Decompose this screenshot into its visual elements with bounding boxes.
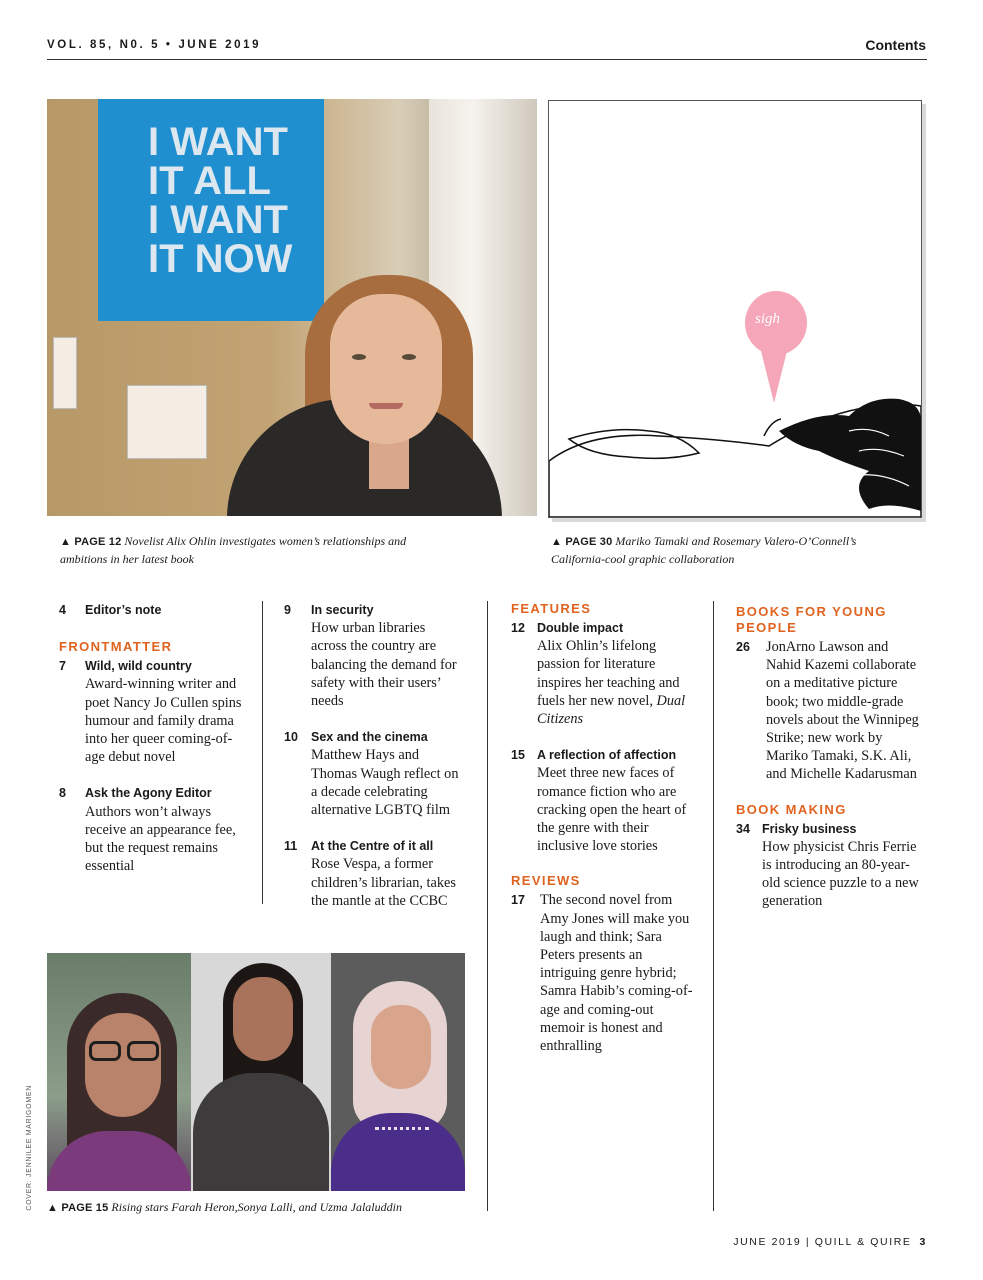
section-title: Contents xyxy=(865,37,926,53)
toc-entry[interactable]: 8 Ask the Agony Editor Authors won’t always receive an appearance fee, but the request remains essential xyxy=(59,784,245,875)
toc-entry-desc: Authors won’t always receive an appearance fee, but the request remains essential xyxy=(85,803,236,875)
toc-entry-desc: The second novel from Amy Jones will make you laugh and think; Sara Peters presents an intriguing genre hybrid; Samra Habib’s coming-of-age and coming-out memoir is honest and enthralling xyxy=(540,892,693,1055)
toc-entry[interactable]: 10 Sex and the cinema Matthew Hays and Thomas Waugh reflect on a decade celebrating alternative LGBTQ film xyxy=(284,728,464,819)
photo-alix-ohlin xyxy=(47,99,537,516)
pinned-photo xyxy=(53,337,77,409)
toc-entry-desc: JonArno Lawson and Nahid Kazemi collaborate on a meditative picture book; two middle-grade novels about the Winnipeg Strike; new work by Mariko Tamaki, S.K. Ali, and Michelle Kadarusman xyxy=(766,639,919,783)
column-2 xyxy=(284,601,464,928)
caption-ohlin xyxy=(60,533,420,568)
portrait-farah-heron xyxy=(47,953,191,1191)
photo-three-authors xyxy=(47,953,465,1191)
caption-text: Mariko Tamaki and Rosemary Valero-O’Connell’s California-cool graphic collaboration xyxy=(551,534,857,566)
comic-illustration xyxy=(549,391,921,517)
speech-bubble-text: sigh xyxy=(755,311,781,327)
pinned-card xyxy=(127,385,207,459)
caption-label: ▲ PAGE 30 xyxy=(551,536,613,548)
toc-entry-desc: Rose Vespa, a former children’s librarian, takes the mantle at the CCBC xyxy=(311,856,456,909)
toc-entry[interactable]: 12 Double impact Alix Ohlin’s lifelong passion for literature inspires her teaching and fuels her new novel, Dual Citizens xyxy=(511,619,693,728)
caption-text: Novelist Alix Ohlin investigates women’s relationships and ambitions in her latest book xyxy=(60,534,407,566)
column-3 xyxy=(511,601,693,1073)
poster-line: IT NOW xyxy=(148,237,293,281)
toc-entry[interactable]: 34 Frisky business How physicist Chris Ferrie is introducing an 80-year-old science puzzle to a new generation xyxy=(736,820,922,911)
caption-label: ▲ PAGE 12 xyxy=(60,536,122,548)
column-divider xyxy=(713,601,714,1211)
person-eye xyxy=(402,354,416,360)
toc-entry[interactable]: 26 JonArno Lawson and Nahid Kazemi collaborate on a meditative picture book; two middle-grade novels about the Winnipeg Strike; new work by Mariko Tamaki, S.K. Ali, and Michelle Kadarusman xyxy=(736,638,922,784)
caption-label: ▲ PAGE 15 xyxy=(47,1202,109,1214)
cover-credit: COVER: JENNILEE MARIGOMEN xyxy=(26,1085,33,1211)
toc-entry-title: Sex and the cinema xyxy=(311,730,428,745)
toc-entry[interactable]: 17 The second novel from Amy Jones will make you laugh and think; Sara Peters presents an intriguing genre hybrid; Samra Habib’s coming-of-age and coming-out memoir is honest and enthralling xyxy=(511,892,693,1055)
page-footer xyxy=(733,1236,927,1248)
section-label-book-making: BOOK MAKING xyxy=(736,801,847,817)
section-label-books-for-young-people: BOOKS FOR YOUNG PEOPLE xyxy=(736,604,887,635)
section-label-frontmatter: FRONTMATTER xyxy=(59,639,173,655)
person-eye xyxy=(352,354,366,360)
toc-entry[interactable]: 9 In security How urban libraries across the country are balancing the demand for safety with their users’ needs xyxy=(284,601,464,710)
caption-trio xyxy=(47,1199,467,1217)
toc-entry[interactable]: 15 A reflection of affection Meet three new faces of romance fiction who are cracking open the heart of the genre with their inclusive love stories xyxy=(511,746,693,855)
photo-comic-panel xyxy=(548,100,922,518)
toc-entry[interactable]: 7 Wild, wild country Award-winning writer and poet Nancy Jo Cullen spins humour and family drama into her queer coming-of-age debut novel xyxy=(59,657,245,766)
toc-entry-title: Wild, wild country xyxy=(85,659,192,674)
section-label-features: FEATURES xyxy=(511,601,592,616)
toc-entry-desc: How urban libraries across the country are balancing the demand for safety with their users’ needs xyxy=(311,620,457,710)
toc-entry-title: Double impact xyxy=(537,621,624,635)
toc-entry-desc: Award-winning writer and poet Nancy Jo Cullen spins humour and family drama into her queer coming-of-age debut novel xyxy=(85,676,242,766)
toc-entry[interactable]: 11 At the Centre of it all Rose Vespa, a former children’s librarian, takes the mantle at the CCBC xyxy=(284,837,464,910)
toc-entry-desc: How physicist Chris Ferrie is introducing an 80-year-old science puzzle to a new generation xyxy=(762,838,919,910)
poster-line: I WANT xyxy=(148,120,288,164)
toc-entry-title: Editor’s note xyxy=(85,603,162,617)
poster xyxy=(98,99,324,321)
toc-entry-desc: Meet three new faces of romance fiction who are cracking open the heart of the genre with their inclusive love stories xyxy=(537,765,687,855)
toc-entry[interactable]: 4 Editor’s note xyxy=(59,601,245,619)
issue-info: VOL. 85, N0. 5 • JUNE 2019 xyxy=(47,39,262,51)
person-face xyxy=(330,294,442,444)
toc-entry-title: Frisky business xyxy=(762,821,857,836)
column-1 xyxy=(59,601,245,893)
person-mouth xyxy=(369,403,403,409)
header-rule xyxy=(47,59,927,60)
poster-line: IT ALL xyxy=(148,159,271,203)
page-number: 3 xyxy=(919,1236,927,1248)
portrait-sonya-lalli xyxy=(191,953,331,1191)
toc-entry-desc: Matthew Hays and Thomas Waugh reflect on a decade celebrating alternative LGBTQ film xyxy=(311,747,459,819)
toc-entry-title: At the Centre of it all xyxy=(311,839,434,854)
column-4 xyxy=(736,604,922,929)
footer-text: JUNE 2019 | QUILL & QUIRE xyxy=(733,1236,912,1248)
column-divider xyxy=(487,601,488,1211)
toc-entry-title: Ask the Agony Editor xyxy=(85,786,212,801)
section-label-reviews: REVIEWS xyxy=(511,873,581,889)
column-divider xyxy=(262,601,263,904)
toc-entry-title: In security xyxy=(311,603,374,617)
portrait-uzma-jalaluddin xyxy=(331,953,465,1191)
poster-line: I WANT xyxy=(148,198,288,242)
toc-entry-title: A reflection of affection xyxy=(537,748,677,763)
caption-comic xyxy=(551,533,891,568)
caption-text: Rising stars Farah Heron,Sonya Lalli, and Uzma Jalaluddin xyxy=(111,1200,402,1214)
toc-entry-desc: Alix Ohlin’s lifelong passion for literature inspires her teaching and fuels her new novel, Dual Citizens xyxy=(537,638,686,728)
